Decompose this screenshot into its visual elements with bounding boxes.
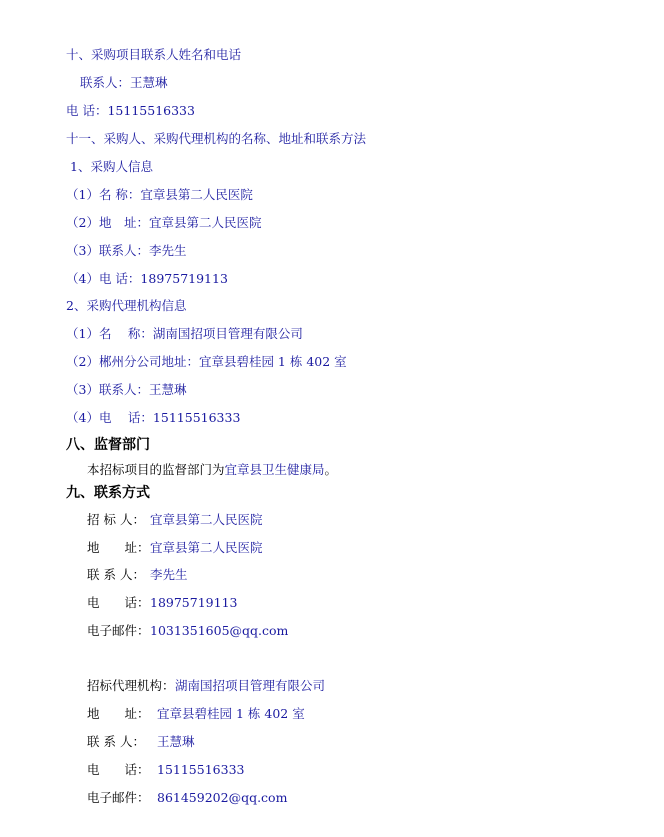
supervision-suffix: 。 [324,462,338,477]
agency-phone-label: 电 话： [87,762,150,777]
agency-contact-label: 联 系 人： [87,734,145,749]
tenderer-email-label: 电子邮件： [87,623,150,638]
section-10-phone: 电 话：15115516333 [66,103,195,118]
tenderer-address-label: 地 址： [87,540,150,555]
supervision-dept: 宜章县卫生健康局 [224,462,325,477]
agency-email-value: 861459202@qq.com [157,790,288,805]
agency-phone-value: 15115516333 [157,762,245,777]
agency-contact-value: 王慧琳 [157,734,195,749]
buyer-info-title: 1、采购人信息 [70,159,153,174]
agency-phone: （4）电 话：15115516333 [66,410,241,425]
section-8-heading: 八、监督部门 [66,437,150,453]
tenderer-value: 宜章县第二人民医院 [150,512,263,527]
tenderer-phone-value: 18975719113 [150,595,238,610]
tenderer-contact-label: 联 系 人： [87,567,145,582]
buyer-phone: （4）电 话：18975719113 [66,271,228,286]
tenderer-contact-value: 李先生 [150,567,188,582]
agency-address-value: 宜章县碧桂园 1 栋 402 室 [157,706,305,721]
supervision-text [87,462,337,478]
agency-address-label: 地 址： [87,706,150,721]
tenderer-email-value: 1031351605@qq.com [150,623,289,638]
buyer-address: （2）地 址：宜章县第二人民医院 [66,215,262,230]
agency-email-label: 电子邮件： [87,790,150,805]
section-10-contact: 联系人：王慧琳 [80,75,168,90]
section-9-heading: 九、联系方式 [66,485,150,501]
agency-value: 湖南国招项目管理有限公司 [175,678,326,693]
agency-label: 招标代理机构： [87,678,175,693]
supervision-prefix: 本招标项目的监督部门为 [87,462,225,477]
section-10-heading: 十、采购项目联系人姓名和电话 [66,47,242,62]
agency-info-title: 2、采购代理机构信息 [66,298,187,313]
section-11-heading: 十一、采购人、采购代理机构的名称、地址和联系方法 [66,131,367,146]
agency-contact: （3）联系人：王慧琳 [66,382,187,397]
buyer-name: （1）名 称：宜章县第二人民医院 [66,187,253,202]
tenderer-label: 招 标 人： [87,512,145,527]
agency-address: （2）郴州分公司地址：宜章县碧桂园 1 栋 402 室 [66,354,347,369]
tenderer-phone-label: 电 话： [87,595,150,610]
buyer-contact: （3）联系人：李先生 [66,243,187,258]
agency-name: （1）名 称：湖南国招项目管理有限公司 [66,326,303,341]
tenderer-address-value: 宜章县第二人民医院 [150,540,263,555]
